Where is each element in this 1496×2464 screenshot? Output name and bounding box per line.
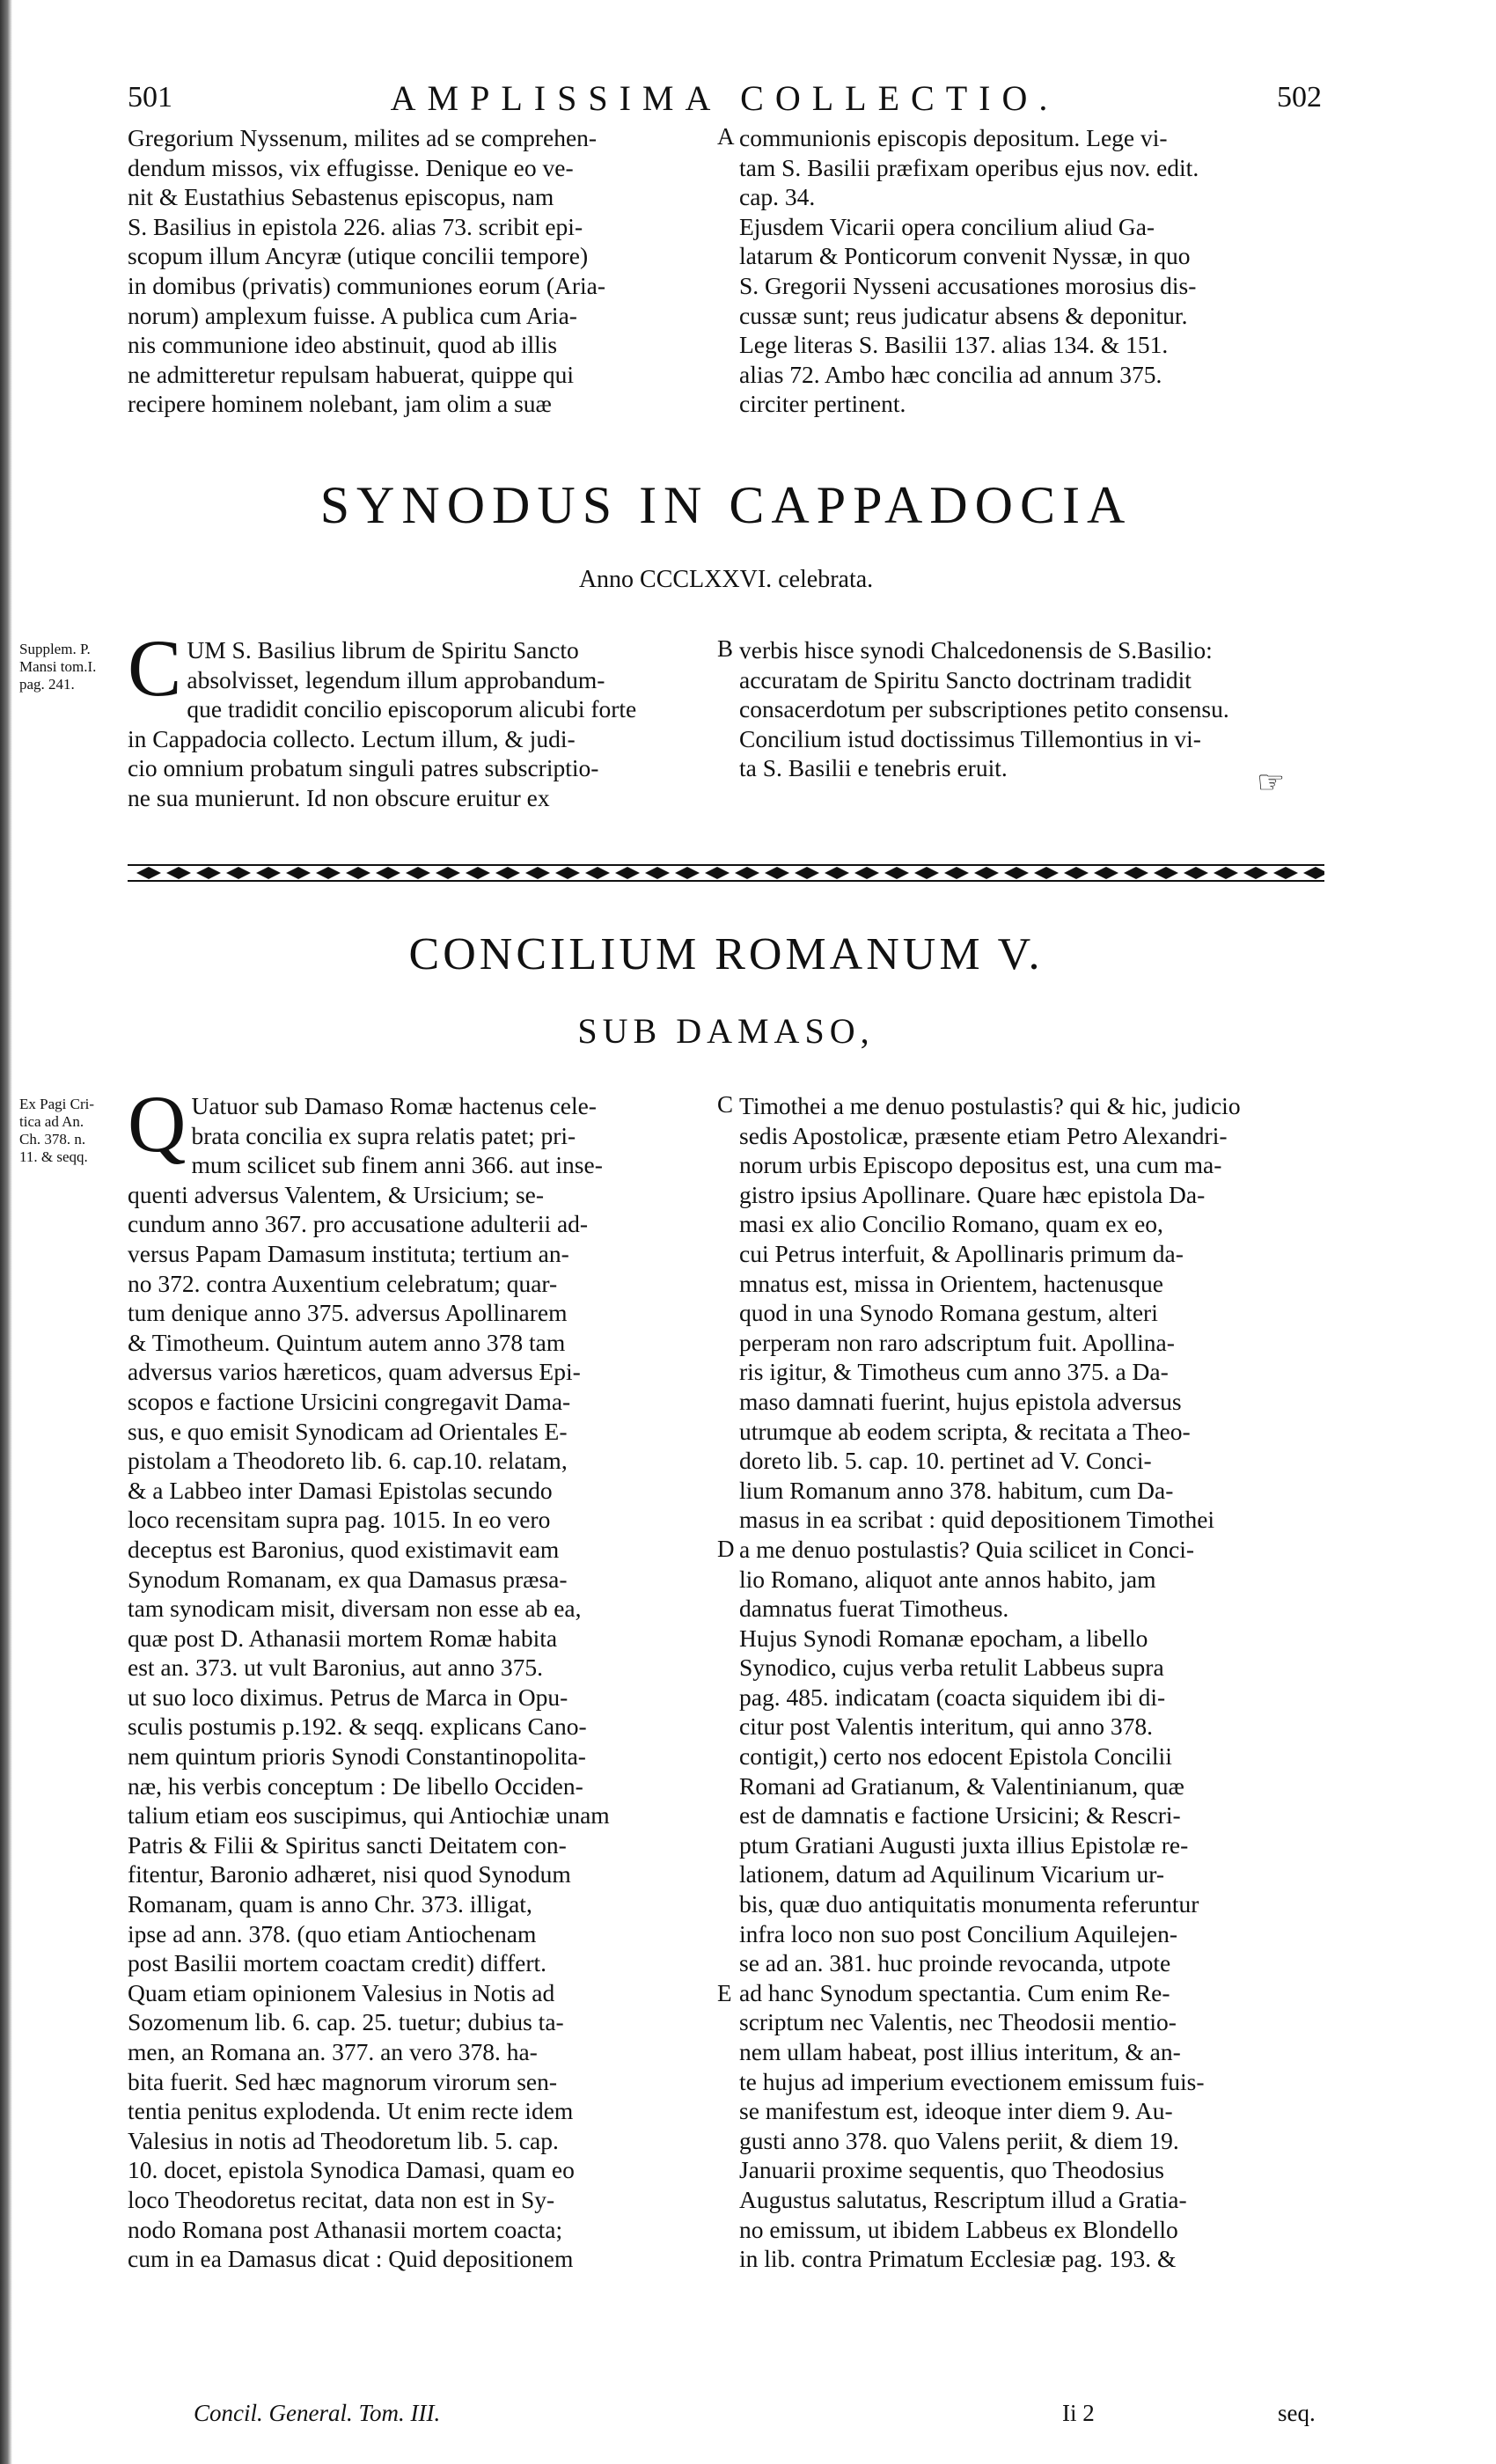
synodus-left-line: in Cappadocia collecto. Lectum illum, & judi- <box>128 724 576 752</box>
concilium-left-line: loco Theodoretus recitat, data non est in Sy- <box>128 2185 555 2213</box>
footer-signature: Ii 2 <box>1062 2400 1095 2426</box>
concilium-right-line: masus in ea scribat : quid depositionem Timothei <box>739 1506 1215 1534</box>
top-left-line: nit & Eustathius Sebastenus episcopus, nam <box>128 183 554 211</box>
synodus-right-line: accuratam de Spiritu Sancto doctrinam tradidit <box>739 665 1192 693</box>
ornament-lozenge <box>675 867 700 879</box>
concilium-left-line: tentia penitus explodenda. Ut enim recte idem <box>128 2097 574 2125</box>
footer-volume: Concil. General. Tom. III. <box>194 2400 441 2426</box>
ornament-lozenge <box>765 867 789 879</box>
concilium-right-line: utrumque ab eodem scripta, & recitata a Theo- <box>739 1417 1191 1445</box>
synodus-left-line: ne sua munierunt. Id non obscure eruitur ex <box>128 783 550 811</box>
concilium-right-line: lio Romano, aliquot ante annos habito, jam <box>739 1565 1156 1593</box>
ornament-lozenge <box>795 867 819 879</box>
concilium-right-line: gistro ipsius Apollinare. Quare hæc epistola Da- <box>739 1180 1206 1208</box>
concilium-left-line: loco recensitam supra pag. 1015. In eo vero <box>128 1506 551 1534</box>
concilium-right-line: Augustus salutatus, Rescriptum illud a Gratia- <box>739 2185 1187 2213</box>
concilium-left-line: Synodum Romanam, ex qua Damasus præsa- <box>128 1565 568 1593</box>
ornament-lozenge <box>406 867 430 879</box>
margin-note-2-line: Ch. 378. n. <box>19 1131 86 1148</box>
concilium-left-line: Sozomenum lib. 6. cap. 25. tuetur; dubius ta- <box>128 2008 564 2036</box>
concilium-right-line: a me denuo postulastis? Quia scilicet in Conci- <box>739 1535 1195 1563</box>
ornament-lozenge <box>1243 867 1268 879</box>
top-left-column <box>128 123 713 419</box>
concilium-right-line: doreto lib. 5. cap. 10. pertinet ad V. Conci- <box>739 1447 1152 1475</box>
page-number-right: 502 <box>1277 81 1322 114</box>
concilium-left-line: ut suo loco diximus. Petrus de Marca in Opu- <box>128 1683 568 1711</box>
ornament-lozenge <box>1124 867 1148 879</box>
concilium-right-line: ptum Gratiani Augusti juxta illius Epistolæ re- <box>739 1830 1189 1859</box>
concilium-right-line: in lib. contra Primatum Ecclesiæ pag. 193. & <box>739 2245 1177 2273</box>
concilium-right-line: Hujus Synodi Romanæ epocham, a libello <box>739 1624 1148 1652</box>
ornament-lozenge <box>705 867 730 879</box>
ornament-lozenge <box>1004 867 1029 879</box>
top-right-line: Lege literas S. Basilii 137. alias 134. & 151. <box>739 331 1169 359</box>
concilium-left-line: pistolam a Theodoreto lib. 6. cap.10. relatam, <box>128 1447 568 1475</box>
top-left-line: in domibus (privatis) communiones eorum (Aria- <box>128 271 606 299</box>
concilium-left-line: & Timotheum. Quintum autem anno 378 tam <box>128 1328 566 1356</box>
top-left-line: norum) amplexum fuisse. A publica cum Aria- <box>128 301 577 329</box>
top-right-line: Ejusdem Vicarii opera concilium aliud Ga- <box>739 212 1155 240</box>
concilium-left-line: mum scilicet sub finem anni 366. aut inse- <box>191 1151 603 1179</box>
concilium-left-line: nem quintum prioris Synodi Constantinopolita- <box>128 1742 586 1771</box>
drop-cap-c: C <box>128 623 182 713</box>
concilium-right-line: quod in una Synodo Romana gestum, alteri <box>739 1299 1158 1327</box>
top-right-line: communionis episcopis depositum. Lege vi- <box>739 124 1168 151</box>
ornament-lozenge <box>346 867 370 879</box>
concilium-left-line: cum in ea Damasus dicat : Quid depositionem <box>128 2245 574 2273</box>
running-title: AMPLISSIMA COLLECTIO. <box>390 78 1060 118</box>
ornament-lozenge <box>1184 867 1208 879</box>
top-left-line: scopum illum Ancyræ (utique concilii tempore) <box>128 242 589 270</box>
ornament-lozenge <box>196 867 221 879</box>
concilium-right-line: scriptum nec Valentis, nec Theodosii mentio- <box>739 2008 1177 2036</box>
concilium-right-column <box>739 1091 1327 2274</box>
ornament-lozenge <box>1094 867 1118 879</box>
concilium-right-line: pag. 485. indicatam (coacta siquidem ibi di- <box>739 1683 1166 1711</box>
synodus-left-line: absolvisset, legendum illum approbandum- <box>187 665 605 693</box>
section-title-concilium: CONCILIUM ROMANUM V. <box>408 929 1044 979</box>
ornament-lozenge <box>1064 867 1089 879</box>
ornament-lozenge <box>944 867 969 879</box>
top-right-column <box>739 123 1327 419</box>
synodus-right-line: consacerdotum per subscriptiones petito consensu. <box>739 695 1229 723</box>
concilium-right-line: se manifestum est, ideoque inter diem 9. Au- <box>739 2097 1173 2125</box>
concilium-right-line: te hujus ad imperium evectionem emissum fuis- <box>739 2067 1205 2095</box>
ornament-lozenge <box>1303 867 1324 879</box>
concilium-right-line: no emissum, ut ibidem Labbeus ex Blondello <box>739 2215 1178 2243</box>
concilium-right-line: gusti anno 378. quo Valens periit, & diem 19. <box>739 2126 1179 2154</box>
ornament-lozenge <box>136 867 161 879</box>
concilium-right-line: ad hanc Synodum spectantia. Cum enim Re- <box>739 1978 1170 2006</box>
concilium-right-line: citur post Valentis interitum, qui anno 378. <box>739 1712 1153 1741</box>
ornament-lozenge <box>525 867 550 879</box>
concilium-left-line: & a Labbeo inter Damasi Epistolas secundo <box>128 1476 553 1504</box>
concilium-left-line: scopos e factione Ursicini congregavit Dama- <box>128 1387 571 1415</box>
ornament-lozenge <box>316 867 341 879</box>
top-right-line: cap. 34. <box>739 183 816 211</box>
ornament-lozenge <box>735 867 759 879</box>
concilium-left-line: sculis postumis p.192. & seqq. explicans Cano- <box>128 1712 587 1741</box>
concilium-left-line: cundum anno 367. pro accusatione adulterii ad- <box>128 1210 589 1238</box>
concilium-left-line: næ, his verbis conceptum : De libello Occiden- <box>128 1771 583 1800</box>
top-left-line: nis communione ideo abstinuit, quod ab illis <box>128 331 558 359</box>
concilium-left-line: Valesius in notis ad Theodoretum lib. 5. cap. <box>128 2126 559 2154</box>
concilium-left-line: ipse ad ann. 378. (quo etiam Antiochenam <box>128 1919 537 1947</box>
ornament-lozenge <box>166 867 191 879</box>
concilium-left-column <box>128 1079 713 2274</box>
concilium-right-line: Januarii proxime sequentis, quo Theodosius <box>739 2156 1164 2184</box>
page-number-left: 501 <box>128 81 172 114</box>
concilium-right-line: damnatus fuerat Timotheus. <box>739 1595 1009 1623</box>
section-subtitle-concilium: SUB DAMASO, <box>577 1011 875 1051</box>
ornament-lozenge <box>436 867 460 879</box>
concilium-left-line: fitentur, Baronio adhæret, nisi quod Synodum <box>128 1860 571 1888</box>
concilium-right-line: perperam non raro adscriptum fuit. Apollina- <box>739 1328 1175 1356</box>
ornament-lozenge <box>1154 867 1178 879</box>
column-letter-a: A <box>717 123 735 150</box>
concilium-left-line: no 372. contra Auxentium celebratum; quar- <box>128 1269 558 1297</box>
concilium-left-line: bita fuerit. Sed hæc magnorum virorum sen- <box>128 2067 558 2095</box>
ornament-lozenge <box>376 867 400 879</box>
section-title-synodus: SYNODUS IN CAPPADOCIA <box>319 476 1133 534</box>
concilium-right-line: mnatus est, missa in Orientem, hactenusque <box>739 1269 1163 1297</box>
concilium-right-line: norum urbis Episcopo depositus est, una cum ma- <box>739 1151 1222 1179</box>
concilium-left-line: est an. 373. ut vult Baronius, aut anno 375. <box>128 1654 544 1682</box>
margin-note-2-line: 11. & seqq. <box>19 1148 88 1165</box>
concilium-right-line: sedis Apostolicæ, præsente etiam Petro Alexandri- <box>739 1121 1228 1149</box>
column-letter-b: B <box>717 635 734 662</box>
concilium-right-line: masi ex alio Concilio Romano, quam ex eo, <box>739 1210 1163 1238</box>
margin-note-pagi <box>19 1096 94 1166</box>
concilium-left-line: Quam etiam opinionem Valesius in Notis ad <box>128 1978 555 2006</box>
concilium-left-line: brata concilia ex supra relatis patet; pri- <box>191 1121 576 1149</box>
synodus-right-line: ta S. Basilii e tenebris eruit. <box>739 754 1008 782</box>
top-right-line: S. Gregorii Nysseni accusationes morosius dis- <box>739 271 1197 299</box>
margin-note-2-line: Ex Pagi Cri- <box>19 1096 94 1112</box>
top-left-line: ne admitteretur repulsam habuerat, quippe qui <box>128 360 575 388</box>
synodus-right-line: verbis hisce synodi Chalcedonensis de S.Basilio: <box>739 636 1213 664</box>
footer-catchword: seq. <box>1278 2400 1316 2426</box>
concilium-left-line: nodo Romana post Athanasii mortem coacta; <box>128 2215 563 2243</box>
concilium-right-line: contigit,) certo nos edocent Epistola Concilii <box>739 1742 1172 1771</box>
margin-note-1-line: pag. 241. <box>19 676 75 693</box>
synodus-left-line: UM S. Basilius librum de Spiritu Sancto <box>187 636 579 664</box>
concilium-right-line: maso damnati fuerint, hujus epistola adversus <box>739 1387 1182 1415</box>
ornament-lozenge <box>645 867 670 879</box>
ornament-lozenge <box>825 867 849 879</box>
ornament-lozenge <box>466 867 490 879</box>
concilium-right-line: se ad an. 381. huc proinde revocanda, utpote <box>739 1949 1171 1977</box>
top-right-line: alias 72. Ambo hæc concilia ad annum 375. <box>739 360 1162 388</box>
ornament-lozenge <box>1273 867 1298 879</box>
ornament-lozenge <box>884 867 909 879</box>
synodus-right-line: Concilium istud doctissimus Tillemontius in vi- <box>739 724 1201 752</box>
concilium-right-line: ris igitur, & Timotheus cum anno 375. a Da- <box>739 1358 1169 1386</box>
concilium-left-line: 10. docet, epistola Synodica Damasi, quam eo <box>128 2156 575 2184</box>
concilium-left-line: quæ post D. Athanasii mortem Romæ habita <box>128 1624 558 1652</box>
drop-cap-q: Q <box>128 1079 187 1169</box>
margin-note-supplement <box>19 641 96 693</box>
ornament-lozenge <box>226 867 251 879</box>
ornament-lozenge <box>1034 867 1059 879</box>
ornament-lozenge <box>615 867 640 879</box>
concilium-left-line: versus Papam Damasum instituta; tertium an- <box>128 1239 569 1267</box>
concilium-left-line: quenti adversus Valentem, & Ursicium; se- <box>128 1180 545 1208</box>
top-right-line: tam S. Basilii præfixam operibus ejus nov. edit. <box>739 153 1199 181</box>
top-left-line: recipere hominem nolebant, jam olim a suæ <box>128 390 552 418</box>
ornament-lozenge <box>256 867 281 879</box>
ornament-lozenge <box>854 867 879 879</box>
section-subtitle-synodus: Anno CCCLXXVI. celebrata. <box>578 566 874 593</box>
ornament-lozenge <box>1214 867 1238 879</box>
top-left-line: Gregorium Nyssenum, milites ad se comprehen- <box>128 124 598 151</box>
ornament-lozenge <box>555 867 580 879</box>
concilium-left-line: sus, e quo emisit Synodicam ad Orientales E- <box>128 1417 568 1445</box>
ornament-lozenge <box>286 867 311 879</box>
binding-shadow <box>0 0 12 2464</box>
concilium-right-line: est de damnatis e factione Ursicini; & Rescri- <box>739 1801 1181 1830</box>
top-left-line: S. Basilius in epistola 226. alias 73. scribit epi- <box>128 212 583 240</box>
ornament-lozenge <box>974 867 999 879</box>
synodus-left-column <box>128 623 713 813</box>
concilium-right-line: lium Romanum anno 378. habitum, cum Da- <box>739 1476 1174 1504</box>
concilium-left-line: men, an Romana an. 377. an vero 378. ha- <box>128 2038 538 2065</box>
column-letter-c: C <box>717 1091 734 1118</box>
top-right-line: latarum & Ponticorum convenit Nyssæ, in quo <box>739 242 1191 270</box>
concilium-right-line: infra loco non suo post Concilium Aquilejen- <box>739 1919 1177 1947</box>
concilium-right-line: cui Petrus interfuit, & Apollinaris primum da- <box>739 1239 1184 1267</box>
ornament-lozenge <box>585 867 610 879</box>
ornamental-divider <box>128 858 1324 888</box>
margin-note-2-line: tica ad An. <box>19 1113 84 1130</box>
running-header <box>128 78 1322 125</box>
ornament-lozenge <box>495 867 520 879</box>
concilium-left-line: tam synodicam misit, diversam non esse ab ea, <box>128 1595 582 1623</box>
concilium-right-line: Synodico, cujus verba retulit Labbeus supra <box>739 1654 1164 1682</box>
concilium-right-line: Timothei a me denuo postulastis? qui & hic, judicio <box>739 1092 1241 1119</box>
column-letter-e: E <box>717 1980 732 2006</box>
ornament-lozenge <box>914 867 939 879</box>
concilium-left-line: Uatuor sub Damaso Romæ hactenus cele- <box>191 1092 597 1119</box>
concilium-left-line: Patris & Filii & Spiritus sancti Deitatem con- <box>128 1830 567 1859</box>
concilium-left-line: tum denique anno 375. adversus Apollinarem <box>128 1299 568 1327</box>
concilium-left-line: deceptus est Baronius, quod existimavit eam <box>128 1535 560 1563</box>
concilium-right-line: Romani ad Gratianum, & Valentinianum, quæ <box>739 1771 1184 1800</box>
concilium-left-line: adversus varios hæreticos, quam adversus Epi- <box>128 1358 581 1386</box>
synodus-left-line: que tradidit concilio episcoporum alicubi forte <box>187 695 637 723</box>
concilium-right-line: bis, quæ duo antiquitatis monumenta referuntur <box>739 1890 1199 1918</box>
margin-note-1-line: Mansi tom.I. <box>19 658 97 675</box>
top-right-line: cussæ sunt; reus judicatur absens & deponitur. <box>739 301 1188 329</box>
concilium-left-line: talium etiam eos suscipimus, qui Antiochiæ unam <box>128 1801 610 1830</box>
concilium-left-line: Romanam, quam is anno Chr. 373. illigat, <box>128 1890 532 1918</box>
concilium-left-line: post Basilii mortem coactam credit) differt. <box>128 1949 547 1977</box>
pointing-hand-icon: ☞ <box>1257 765 1286 800</box>
column-letter-d: D <box>717 1536 735 1562</box>
top-right-line: circiter pertinent. <box>739 390 906 418</box>
top-left-line: dendum missos, vix effugisse. Denique eo ve- <box>128 153 574 181</box>
concilium-right-line: lationem, datum ad Aquilinum Vicarium ur- <box>739 1860 1165 1888</box>
synodus-left-line: cio omnium probatum singuli patres subscriptio- <box>128 754 599 782</box>
margin-note-1-line: Supplem. P. <box>19 641 91 657</box>
concilium-right-line: nem ullam habeat, post illius interitum, & an- <box>739 2038 1181 2065</box>
synodus-right-column <box>739 635 1327 783</box>
